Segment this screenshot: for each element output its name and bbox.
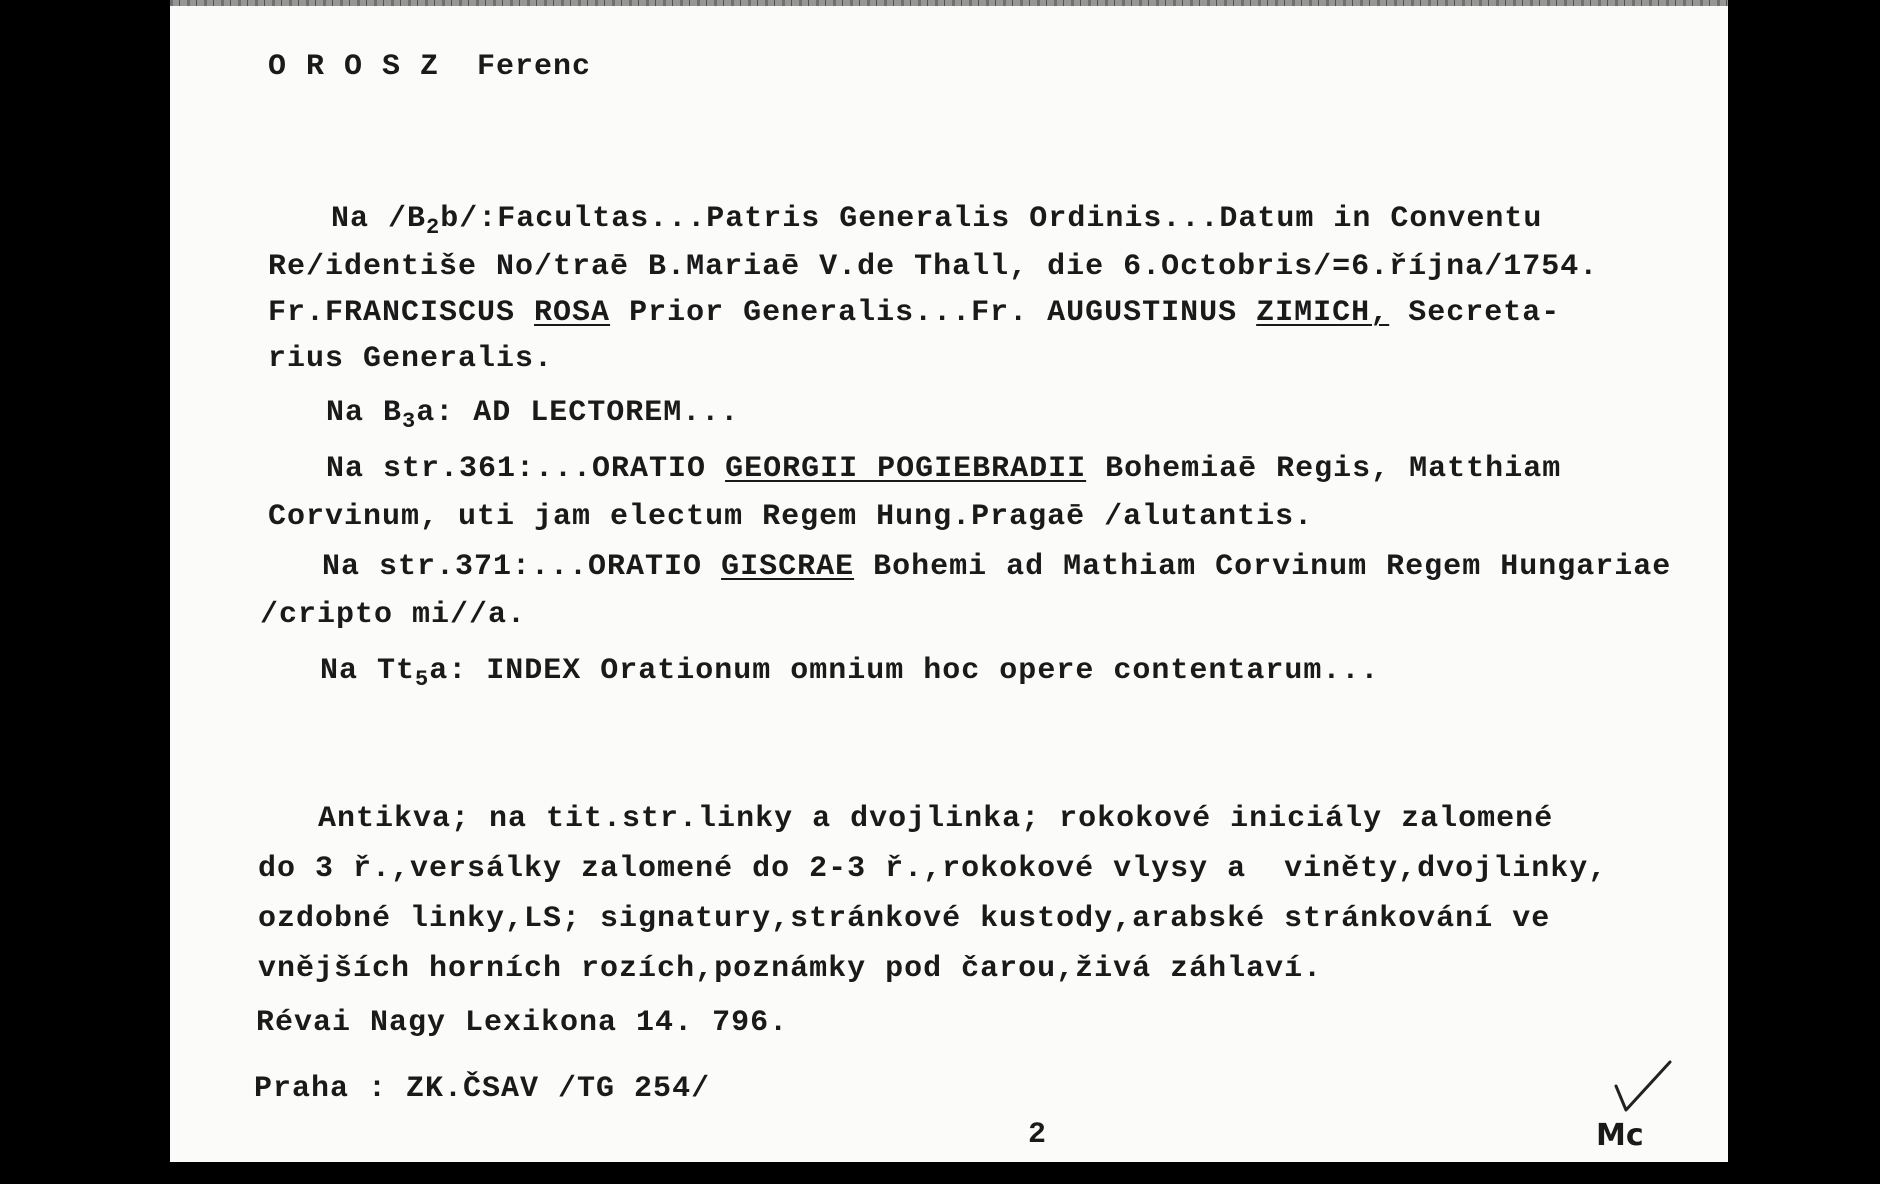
description-line-2: do 3 ř.,versálky zalomené do 2-3 ř.,rokokové vlysy a viněty,dvojlinky,	[258, 852, 1608, 886]
description-line-1: Antikva; na tit.str.linky a dvojlinka; rokokové iniciály zalomené	[318, 802, 1554, 836]
note-oratio-georgii-line-2: Corvinum, uti jam electum Regem Hung.Pragaē /alutantis.	[268, 500, 1314, 534]
note-text: Secreta-	[1389, 296, 1561, 330]
location-line: Praha : ZK.ČSAV /TG 254/	[254, 1072, 711, 1106]
underlined-name: ROSA	[534, 296, 611, 330]
subscript: 2	[426, 215, 441, 240]
note-text: a: AD LECTOREM...	[416, 396, 740, 430]
author-heading	[268, 50, 591, 84]
note-text: Fr.FRANCISCUS	[268, 296, 535, 330]
note-oratio-giscrae-line-2: /cripto mi//a.	[260, 598, 527, 632]
subscript: 5	[415, 667, 430, 692]
initials: Mc	[1596, 1118, 1644, 1153]
underlined-name: GEORGII POGIEBRADII	[725, 452, 1087, 486]
check-mark-icon	[1610, 1058, 1674, 1118]
note-facultas-line-4: rius Generalis.	[268, 342, 554, 376]
underlined-name: ZIMICH,	[1256, 296, 1390, 330]
page-number: 2	[1028, 1118, 1047, 1152]
note-index	[320, 654, 1380, 692]
note-text: a: INDEX Orationum omnium hoc opere contentarum...	[429, 654, 1380, 688]
reference-line: Révai Nagy Lexikona 14. 796.	[256, 1006, 789, 1040]
note-facultas-line-2: Re/identiše No/traē B.Mariaē V.de Thall, die 6.Octobris/=6.října/1754.	[268, 250, 1599, 284]
note-text: Na Tt	[320, 654, 416, 688]
description-line-4: vnějších horních rozích,poznámky pod čarou,živá záhlaví.	[258, 952, 1323, 986]
description-line-3: ozdobné linky,LS; signatury,stránkové kustody,arabské stránkování ve	[258, 902, 1551, 936]
author-given-name: Ferenc	[477, 50, 592, 84]
note-facultas-line-3	[268, 296, 1560, 330]
author-surname: O R O S Z	[268, 50, 440, 84]
note-text: Bohemi ad Mathiam Corvinum Regem Hungariae	[854, 550, 1672, 584]
note-oratio-giscrae-line-1	[322, 550, 1671, 584]
note-text: Bohemiaē Regis, Matthiam	[1086, 452, 1562, 486]
note-text: Na /B	[331, 202, 427, 236]
subscript: 3	[402, 409, 417, 434]
note-text: Na B	[326, 396, 403, 430]
note-ad-lectorem	[326, 396, 740, 434]
catalog-card	[170, 6, 1728, 1162]
note-text: b/:Facultas...Patris Generalis Ordinis...Datum in Conventu	[440, 202, 1543, 236]
note-text: Na str.371:...ORATIO	[322, 550, 722, 584]
note-facultas-line-1	[331, 202, 1543, 240]
note-oratio-georgii-line-1	[326, 452, 1561, 486]
underlined-name: GISCRAE	[721, 550, 855, 584]
note-text: Prior Generalis...Fr. AUGUSTINUS	[610, 296, 1257, 330]
note-text: Na str.361:...ORATIO	[326, 452, 726, 486]
